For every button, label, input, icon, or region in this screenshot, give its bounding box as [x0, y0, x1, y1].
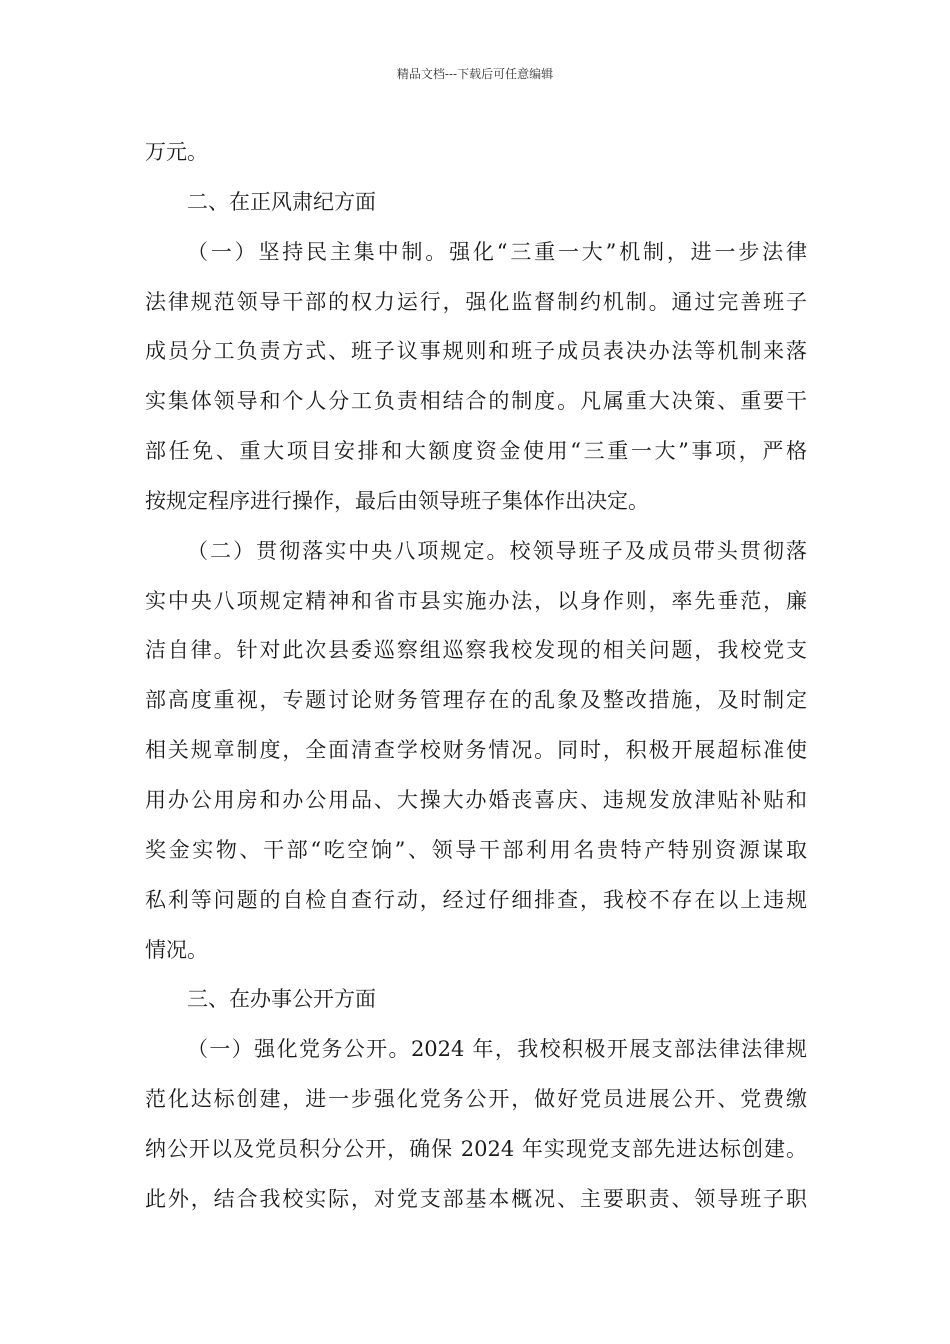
text-line: （二）贯彻落实中央八项规定。校领导班子及成员带头贯彻落	[187, 538, 807, 563]
text-line: 此外，结合我校实际，对党支部基本概况、主要职责、领导班子职	[145, 1186, 807, 1211]
text-line: 纳公开以及党员积分公开，确保 2024 年实现党支部先进达标创建。	[145, 1136, 807, 1161]
text-line: 二、在正风肃纪方面	[187, 189, 376, 214]
text-line: 三、在办事公开方面	[187, 987, 376, 1012]
text-line: 用办公用房和办公用品、大操大办婚丧喜庆、违规发放津贴补贴和	[145, 787, 807, 812]
text-line: 洁自律。针对此次县委巡察组巡察我校发现的相关问题，我校党支	[145, 638, 807, 663]
text-line: 成员分工负责方式、班子议事规则和班子成员表决办法等机制来落	[145, 339, 807, 364]
text-line: 范化达标创建，进一步强化党务公开，做好党员进展公开、党费缴	[145, 1087, 807, 1112]
text-line: 奖金实物、干部“吃空饷”、领导干部利用名贵特产特别资源谋取	[145, 837, 807, 862]
text-line: （一）坚持民主集中制。强化“三重一大”机制，进一步法律	[187, 239, 807, 264]
text-line: 法律规范领导干部的权力运行，强化监督制约机制。通过完善班子	[145, 289, 807, 314]
text-line: 情况。	[145, 937, 208, 962]
document-body	[145, 128, 807, 1225]
text-line: 实中央八项规定精神和省市县实施办法，以身作则，率先垂范，廉	[145, 588, 807, 613]
text-line: 相关规章制度，全面清查学校财务情况。同时，积极开展超标准使	[145, 738, 807, 763]
text-line: 按规定程序进行操作，最后由领导班子集体作出决定。	[145, 488, 649, 513]
text-line: 部任免、重大项目安排和大额度资金使用“三重一大”事项，严格	[145, 439, 807, 464]
text-line: （一）强化党务公开。2024 年，我校积极开展支部法律法律规	[187, 1037, 807, 1062]
text-line: 部高度重视，专题讨论财务管理存在的乱象及整改措施，及时制定	[145, 688, 807, 713]
text-line: 私利等问题的自检自查行动，经过仔细排查，我校不存在以上违规	[145, 887, 807, 912]
text-line: 实集体领导和个人分工负责相结合的制度。凡属重大决策、重要干	[145, 389, 807, 414]
text-line: 万元。	[145, 140, 208, 164]
page-header: 精品文档---下载后可任意编辑	[396, 67, 554, 81]
